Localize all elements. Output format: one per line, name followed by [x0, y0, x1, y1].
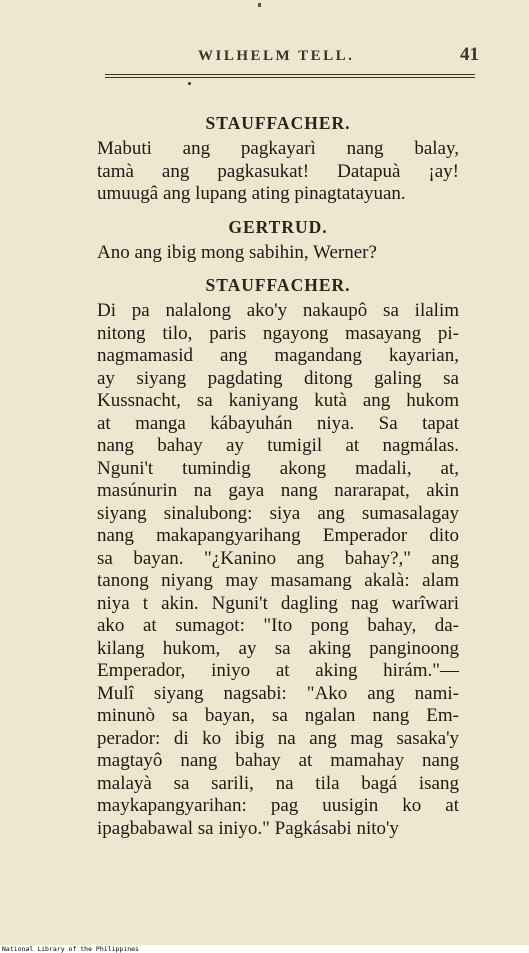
text-line: Mabuti ang pagkayarì nang balay, — [97, 138, 459, 159]
text-line: nitong tilo, paris ngayong masayang pi- — [97, 322, 459, 344]
text-line: niya t akin. Nguni't dagling nag warîwari — [97, 592, 459, 614]
text-line: Di pa nalalong ako'y nakaupô sa ilalim — [97, 300, 459, 321]
footer-credit: National Library of the Philippines — [2, 945, 139, 953]
text-line: nang bahay ay tumigil at nagmálas. — [97, 435, 459, 456]
page-mark — [258, 3, 261, 7]
text-line: perador: di ko ibig na ang mag sasaka'y — [97, 727, 459, 749]
speaker-name: STAUFFACHER. — [205, 275, 351, 295]
text-line: Nguni't tumindig akong madali, at, — [97, 457, 459, 479]
running-title: WILHELM TELL. — [198, 48, 355, 64]
text-line: nagmamasid ang magandang kayarian, — [97, 345, 459, 366]
text-line: siyang sinalubong: siya ang sumasalagay — [97, 502, 459, 524]
ornament-dot — [188, 82, 191, 85]
text-line: Mulî siyang nagsabi: "Ako ang nami- — [97, 682, 459, 704]
text-line: maykapangyarihan: pag uusigin ko at — [97, 795, 459, 816]
text-line: umuugâ ang lupang ating pinagtatayuan. — [97, 183, 406, 204]
text-line: masúnurin na gaya nang nararapat, akin — [97, 480, 459, 501]
text-line: ako at sumagot: "Ito pong bahay, da- — [97, 615, 459, 636]
text-line: ipagbabawal sa iniyo." Pagkásabi nito'y — [97, 817, 399, 839]
text-line: at manga kábayuhán niya. Sa tapat — [97, 412, 459, 434]
text-line: Ano ang ibig mong sabihin, Werner? — [97, 241, 377, 263]
page-body — [97, 108, 459, 840]
page-number: 41 — [460, 44, 479, 65]
page-header — [198, 44, 479, 66]
text-line: Kussnacht, sa kaniyang kutà ang hukom — [97, 390, 459, 411]
text-line: kilang hukom, ay sa aking panginoong — [97, 637, 459, 659]
header-rule — [105, 74, 475, 78]
speaker-name: STAUFFACHER. — [205, 113, 351, 133]
text-line: Emperador, iniyo at aking hirám."— — [97, 660, 459, 681]
text-line: tamà ang pagkasukat! Datapuà ¡ay! — [97, 160, 459, 182]
text-line: magtayô nang bahay at mamahay nang — [97, 750, 459, 771]
text-line: nang makapangyarihang Emperador dito — [97, 525, 459, 546]
text-line: ay siyang pagdating ditong galing sa — [97, 367, 459, 389]
text-line: tanong niyang may masamang akalà: alam — [97, 570, 459, 591]
text-line: sa bayan. "¿Kanino ang bahay?," ang — [97, 547, 459, 569]
text-line: malayà sa sarili, na tila bagá isang — [97, 772, 459, 794]
speaker-name: GERTRUD. — [228, 216, 328, 237]
text-line: minunò sa bayan, sa ngalan nang Em- — [97, 705, 459, 726]
